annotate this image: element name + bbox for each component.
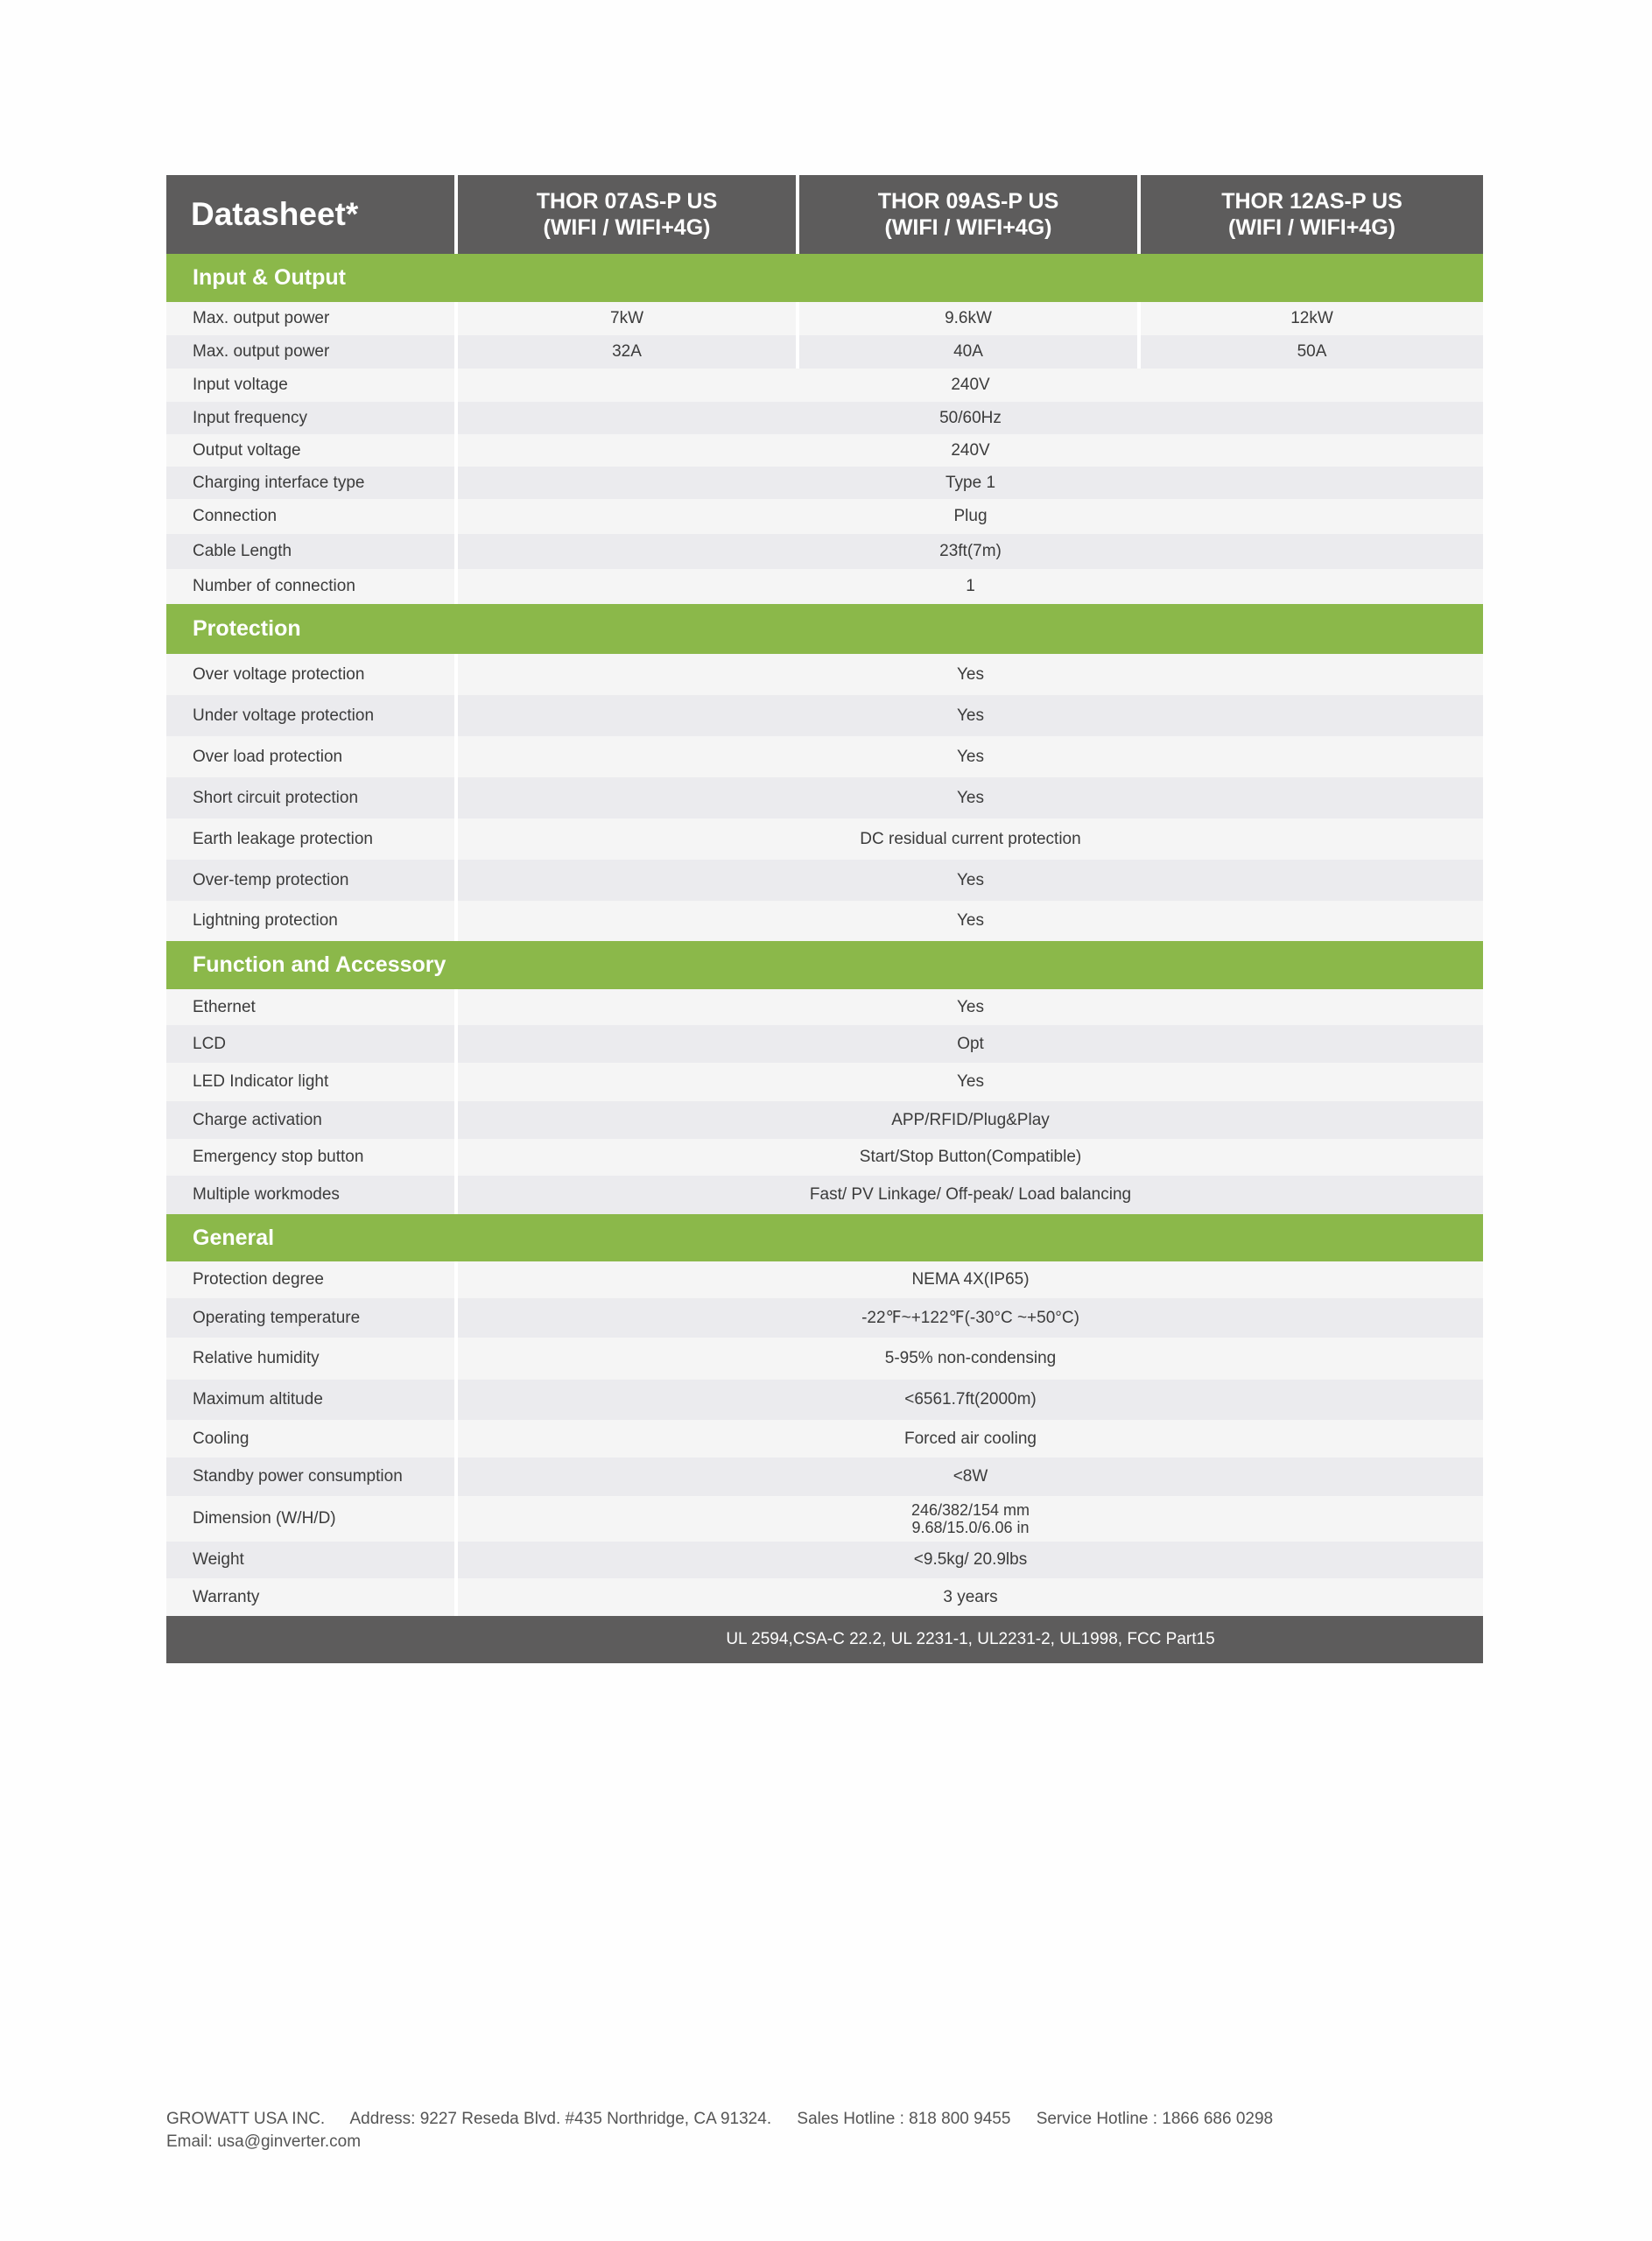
datasheet-title: Datasheet* — [191, 196, 359, 232]
row-value: Yes — [957, 706, 984, 725]
row-value: <8W — [953, 1467, 988, 1486]
table-row — [166, 1542, 1483, 1578]
row-value: Fast/ PV Linkage/ Off-peak/ Load balancing — [809, 1185, 1132, 1204]
row-value: -22℉~+122℉(-30°C ~+50°C) — [861, 1309, 1079, 1327]
row-value: 240V — [951, 376, 990, 394]
row-value: Yes — [957, 911, 984, 930]
table-header — [166, 175, 1483, 254]
certifications-bar — [166, 1616, 1483, 1663]
table-row — [166, 989, 1483, 1025]
section-header-function: Function and Accessory — [166, 941, 1483, 989]
row-value: 240V — [951, 440, 990, 460]
row-value: Yes — [957, 997, 984, 1016]
table-row — [166, 1176, 1483, 1214]
row-value: 50A — [1297, 342, 1327, 361]
row-label: Charging interface type — [166, 467, 458, 499]
model-variant: (WIFI / WIFI+4G) — [1228, 215, 1395, 240]
row-label: LCD — [166, 1025, 458, 1063]
row-label: Cooling — [166, 1420, 458, 1458]
table-row — [166, 1298, 1483, 1338]
row-label: Warranty — [166, 1578, 458, 1616]
row-value: 5-95% non-condensing — [884, 1349, 1057, 1367]
row-label: Cable Length — [166, 534, 458, 569]
row-value: 23ft(7m) — [939, 542, 1002, 560]
table-row — [166, 499, 1483, 534]
table-row — [166, 654, 1483, 695]
table-row — [166, 402, 1483, 434]
table-row — [166, 467, 1483, 499]
row-label: Over load protection — [166, 736, 458, 777]
row-label: Charge activation — [166, 1101, 458, 1139]
table-row — [166, 1496, 1483, 1542]
row-value: Yes — [957, 788, 984, 807]
table-row — [166, 901, 1483, 941]
model-header-07 — [454, 175, 796, 254]
row-label: Relative humidity — [166, 1338, 458, 1380]
company-name: GROWATT USA INC. — [166, 2110, 326, 2128]
table-row — [166, 777, 1483, 818]
table-row — [166, 1139, 1483, 1176]
table-row — [166, 1380, 1483, 1420]
dimension-metric: 246/382/154 mm — [910, 1501, 1030, 1519]
row-value: Opt — [957, 1034, 984, 1053]
row-value: Start/Stop Button(Compatible) — [859, 1148, 1082, 1166]
table-row — [166, 534, 1483, 569]
table-row — [166, 335, 1483, 369]
table-row — [166, 1063, 1483, 1101]
table-row — [166, 1261, 1483, 1298]
row-label: Max. output power — [166, 335, 458, 369]
row-value: 7kW — [458, 302, 799, 335]
table-row — [166, 1338, 1483, 1380]
model-variant: (WIFI / WIFI+4G) — [884, 215, 1052, 240]
table-row — [166, 1101, 1483, 1139]
row-value: 9.6kW — [799, 302, 1141, 335]
row-value: Yes — [957, 870, 984, 889]
row-label: LED Indicator light — [166, 1063, 458, 1101]
row-label: Standby power consumption — [166, 1458, 458, 1496]
row-label: Weight — [166, 1542, 458, 1578]
row-label: Max. output power — [166, 302, 458, 335]
table-row — [166, 695, 1483, 736]
row-value: 1 — [966, 577, 975, 595]
row-value: APP/RFID/Plug&Play — [891, 1110, 1050, 1129]
row-label: Maximum altitude — [166, 1380, 458, 1420]
row-value: <9.5kg/ 20.9lbs — [913, 1550, 1028, 1569]
row-value: 50/60Hz — [939, 408, 1002, 427]
row-label: Input frequency — [166, 402, 458, 434]
sales-hotline: Sales Hotline : 818 800 9455 — [797, 2110, 1011, 2128]
table-row — [166, 736, 1483, 777]
row-label: Protection degree — [166, 1261, 458, 1298]
row-label: Connection — [166, 499, 458, 534]
row-value: Yes — [957, 1072, 984, 1091]
table-row — [166, 434, 1483, 467]
company-address: Address: 9227 Reseda Blvd. #435 Northridge, CA 91324. — [349, 2110, 772, 2128]
row-value: 32A — [458, 335, 799, 369]
service-hotline: Service Hotline : 1866 686 0298 — [1036, 2110, 1274, 2128]
table-row — [166, 302, 1483, 335]
section-header-protection: Protection — [166, 604, 1483, 654]
row-label: Over-temp protection — [166, 860, 458, 901]
row-label: Multiple workmodes — [166, 1176, 458, 1214]
datasheet-table — [166, 175, 1483, 1663]
row-value: <6561.7ft(2000m) — [904, 1390, 1037, 1409]
row-value: 12kW — [1290, 309, 1333, 327]
table-row — [166, 860, 1483, 901]
section-header-general: General — [166, 1214, 1483, 1261]
row-value: NEMA 4X(IP65) — [911, 1270, 1030, 1289]
row-value: Plug — [953, 507, 988, 525]
row-value: DC residual current protection — [860, 829, 1081, 848]
dimension-imperial: 9.68/15.0/6.06 in — [911, 1519, 1030, 1536]
contact-footer — [166, 2108, 1294, 2153]
contact-email: Email: usa@ginverter.com — [166, 2132, 362, 2151]
row-label: Input voltage — [166, 369, 458, 402]
row-label: Ethernet — [166, 989, 458, 1025]
model-header-12 — [1137, 175, 1483, 254]
table-row — [166, 818, 1483, 860]
row-value: Yes — [957, 664, 984, 684]
model-name: THOR 07AS-P US — [536, 189, 718, 214]
model-header-09 — [796, 175, 1137, 254]
certifications-text: UL 2594,CSA-C 22.2, UL 2231-1, UL2231-2, UL1998, FCC Part15 — [726, 1630, 1215, 1648]
model-name: THOR 09AS-P US — [877, 189, 1059, 214]
row-label: Earth leakage protection — [166, 818, 458, 860]
section-header-input-output: Input & Output — [166, 254, 1483, 302]
model-variant: (WIFI / WIFI+4G) — [543, 215, 711, 240]
row-label: Operating temperature — [166, 1298, 458, 1338]
table-row — [166, 569, 1483, 604]
table-row — [166, 369, 1483, 402]
table-row — [166, 1420, 1483, 1458]
row-label: Dimension (W/H/D) — [166, 1496, 458, 1542]
row-label: Emergency stop button — [166, 1139, 458, 1176]
row-value: 3 years — [943, 1587, 998, 1606]
row-label: Under voltage protection — [166, 695, 458, 736]
table-row — [166, 1578, 1483, 1616]
row-value: 40A — [799, 335, 1141, 369]
row-value: Yes — [957, 747, 984, 766]
row-label: Output voltage — [166, 434, 458, 467]
row-label: Short circuit protection — [166, 777, 458, 818]
row-label: Over voltage protection — [166, 654, 458, 695]
row-label: Lightning protection — [166, 901, 458, 941]
dimension-value — [911, 1501, 1030, 1536]
model-name: THOR 12AS-P US — [1221, 189, 1402, 214]
table-row — [166, 1458, 1483, 1496]
row-value: Forced air cooling — [903, 1429, 1037, 1448]
row-label: Number of connection — [166, 569, 458, 604]
table-row — [166, 1025, 1483, 1063]
row-value: Type 1 — [945, 473, 996, 492]
